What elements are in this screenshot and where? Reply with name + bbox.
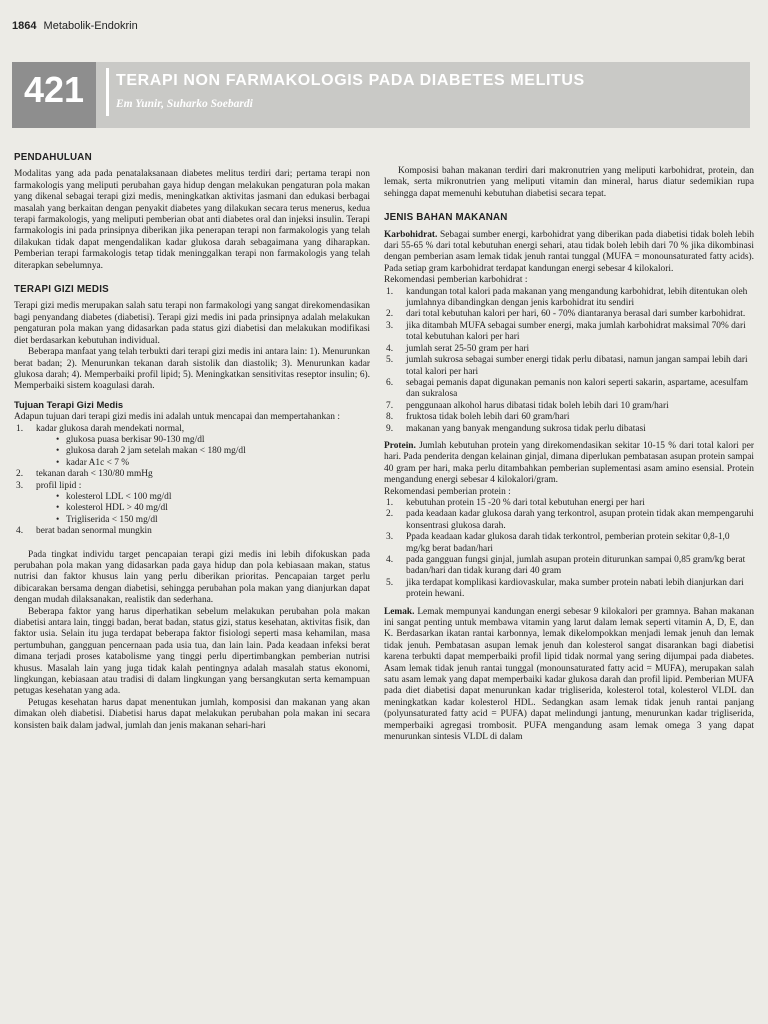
goal-number: 4. <box>16 526 24 537</box>
banner-divider <box>106 68 109 116</box>
karbohidrat-rec-text: jumlah serat 25-50 gram per hari <box>406 343 530 354</box>
running-head-section: Metabolik-Endokrin <box>43 20 138 32</box>
karbohidrat-rec-text: penggunaan alkohol harus dibatasi tidak boleh lebih dari 10 gram/hari <box>406 400 669 411</box>
karbohidrat-rec-text: makanan yang banyak mengandung sukrosa tidak perlu dibatasi <box>406 423 646 434</box>
section-heading-terapi-gizi-medis: TERAPI GIZI MEDIS <box>14 284 109 296</box>
subheading-tujuan: Tujuan Terapi Gizi Medis <box>14 398 124 410</box>
goal-number: 1. <box>16 423 24 434</box>
tgm-paragraph-2: Beberapa manfaat yang telah terbukti dari terapi gizi medis ini antara lain: 1). Menurunkan berat badan; 2). Menurunkan tekanan darah sistolik dan diastolik; 3). Menurunkan kadar glukosa darah; 4). Memperbaiki profil lipid; 5). Meningkatkan sensitivitas reseptor insulin; 6). Memperbaiki sistem koagulasi darah. <box>14 347 370 392</box>
section-heading-pendahuluan: PENDAHULUAN <box>14 152 92 163</box>
goal-sublist <box>36 492 370 526</box>
chapter-authors: Em Yunir, Suharko Soebardi <box>116 98 253 110</box>
paragraph-petugas: Petugas kesehatan harus dapat menentukan jumlah, komposisi dan makanan yang akan dimakan oleh diabetisi. Diabetisi harus dapat melakukan perubahan pola makan ini secara konsisten baik dalam jadwal, jumlah dan jenis makanan sehari-hari <box>14 697 370 731</box>
paragraph-target: Pada tingkat individu target pencapaian terapi gizi medis ini lebih difokuskan pada perubahan pola makan yang didasarkan pada gaya hidup dan pola kebiasaan makan, status nutrisi dan faktor khusus lain yang perlu diberikan prioritas. Pencapaian target perlu dibicarakan bersama dengan diabetisi, sehingga perubahan pola makan yang dianjurkan dapat dengan mudah dilaksanakan, realistik dan sederhana. <box>14 549 370 606</box>
protein-rec-item <box>384 498 754 509</box>
goal-item <box>14 469 370 480</box>
lemak-paragraph <box>384 607 754 744</box>
chapter-title: TERAPI NON FARMAKOLOGIS PADA DIABETES MELITUS <box>116 72 585 89</box>
chapter-banner <box>12 62 750 128</box>
goal-bullet: • kolesterol HDL > 40 mg/dl <box>36 503 370 514</box>
goal-bullet: • Trigliserida < 150 mg/dl <box>36 515 370 526</box>
tgm-paragraph-1: Terapi gizi medis merupakan salah satu terapi non farmakologi yang sangat direkomendasikan bagi penyandang diabetes (diabetisi). Terapi gizi medis ini pada prinsipnya adalah melakukan pengaturan pola makan yang didasarkan pada status gizi diabetisi dan melakukan modifikasi diet berdasarkan kebutuhan individual. <box>14 301 370 346</box>
protein-rec-text: Ppada keadaan kadar glukosa darah tidak terkontrol, pemberian protein sekitar 0,8-1,0 mg/kg berat badan/hari <box>406 532 730 554</box>
goal-number: 3. <box>16 480 24 491</box>
karbohidrat-rec-item <box>384 309 754 320</box>
goal-bullet: • glukosa puasa berkisar 90-130 mg/dl <box>36 435 370 446</box>
protein-lead: Protein. <box>384 440 416 451</box>
protein-rec-text: pada keadaan kadar glukosa darah yang terkontrol, asupan protein tidak akan mempengaruhi konsentrasi glukosa darah. <box>406 509 754 531</box>
karbohidrat-rec-text: jumlah sukrosa sebagai sumber energi tidak perlu dibatasi, namun jangan sampai lebih dari total kalori per hari <box>406 355 748 377</box>
goals-list <box>14 424 370 538</box>
protein-rec-number: 5. <box>386 577 394 588</box>
karbohidrat-paragraph <box>384 230 754 276</box>
karbohidrat-rec-item <box>384 321 754 344</box>
karbohidrat-rec-number: 6. <box>386 377 394 388</box>
goal-bullet: • glukosa darah 2 jam setelah makan < 180 mg/dl <box>36 446 370 457</box>
protein-rec-item <box>384 509 754 532</box>
karbohidrat-lead: Karbohidrat. <box>384 229 438 240</box>
chapter-number: 421 <box>12 62 96 128</box>
running-head <box>12 20 138 32</box>
karbohidrat-rec-item <box>384 378 754 401</box>
protein-rec-text: pada gangguan fungsi ginjal, jumlah asupan protein diturunkan sampai 0,85 gram/kg berat badan/hari dan tidak kurang dari 40 gram <box>406 555 746 577</box>
tujuan-intro: Adapun tujuan dari terapi gizi medis ini adalah untuk mencapai dan mempertahankan : <box>14 412 340 423</box>
karbohidrat-rec-number: 3. <box>386 320 394 331</box>
page-number: 1864 <box>12 20 37 32</box>
goal-text: profil lipid : <box>36 480 82 491</box>
lemak-lead: Lemak. <box>384 606 415 617</box>
karbohidrat-rec-number: 9. <box>386 423 394 434</box>
karbohidrat-rec-text: kandungan total kalori pada makanan yang mengandung karbohidrat, lebih ditentukan oleh jumlahnya dibandingkan dengan jenis karbohidrat itu sendiri <box>406 286 748 309</box>
goal-item <box>14 481 370 527</box>
karbohidrat-rekomendasi: Rekomendasi pemberian karbohidrat : <box>384 275 528 286</box>
karbohidrat-rec-number: 7. <box>386 400 394 411</box>
paragraph-faktor: Beberapa faktor yang harus diperhatikan sebelum melakukan perubahan pola makan diabetisi antara lain, tinggi badan, berat badan, status gizi, status kesehatan, aktivitas fisik, dan faktor usia. Selain itu juga terdapat beberapa faktor fisiologi seperti masa kehamilan, masa pertumbuhan, gangguan pencernaan pada usia tua, dan lain lain. Pada keadaan infeksi berat dimana terjadi proses katabolisme yang tinggi perlu dipertimbangkan pemberian nutrisi khusus. Masalah lain yang juga tidak kalah pentingnya adalah masalah status ekonomi, lingkungan, kebiasaan atau tradisi di dalam lingkungan yang bersangkutan serta kemampuan petugas kesehatan yang ada. <box>14 606 370 697</box>
protein-rec-number: 1. <box>386 497 394 508</box>
karbohidrat-rec-text: fruktosa tidak boleh lebih dari 60 gram/hari <box>406 412 570 423</box>
protein-rec-item <box>384 578 754 601</box>
lemak-text: Lemak mempunyai kandungan energi sebesar 9 kilokalori per gramnya. Bahan makanan ini sangat penting untuk membawa vitamin yang larut dalam lemak seperti vitamin A, D, E, dan K. Berdasarkan ikatan rantai karbonnya, lemak dikelompokkan menjadi lemak jenuh dan lemak tidak jenuh. Pembatasan asupan lemak jenuh dan kolesterol sangat disarankan bagi diabetisi karena terbukti dapat memperbaiki profil lipid tidak normal yang sering dijumpai pada diabetes. Asam lemak tidak jenuh rantai tunggal (monounsaturated fatty acid = MUFA), merupakan salah satu asam lemak yang dapat memperbaiki kadar glukosa darah dan profil lipid. Pemberian MUFA pada diet diabetisi dapat menurunkan kadar trigliserida, kolesterol total, kolesterol VLDL dan meningkatkan kadar kolesterol HDL. Sedangkan asam lemak tidak jenuh rantai panjang (polyunsaturated fatty acid = PUFA) dapat melindungi jantung, menurunkan kadar trigliserida, memperbaiki agregasi trombosit. PUFA mengandung asam lemak omega 3 yang dapat menurunkan sintesis VLDL di dalam <box>384 606 755 743</box>
karbohidrat-rec-number: 4. <box>386 343 394 354</box>
karbohidrat-rec-item <box>384 412 754 423</box>
protein-rec-text: kebutuhan protein 15 -20 % dari total kebutuhan energi per hari <box>406 497 645 508</box>
goal-number: 2. <box>16 469 24 480</box>
karbohidrat-rec-text: jika ditambah MUFA sebagai sumber energi, maka jumlah karbohidrat maksimal 70% dari total kebutuhan kalori per hari <box>406 320 746 343</box>
karbohidrat-rec-number: 5. <box>386 355 394 366</box>
karbohidrat-rec-item <box>384 344 754 355</box>
protein-rec-text: jika terdapat komplikasi kardiovaskular, maka sumber protein nabati lebih dianjurkan dari protein hewani. <box>406 577 744 600</box>
goal-item <box>14 424 370 470</box>
protein-rec-number: 4. <box>386 555 394 565</box>
protein-rec-item <box>384 555 754 578</box>
goal-bullet: • kadar A1c < 7 % <box>36 458 370 469</box>
section-heading-jenis-bahan-makanan: JENIS BAHAN MAKANAN <box>384 212 508 224</box>
karbohidrat-list <box>384 287 754 435</box>
protein-paragraph <box>384 441 754 487</box>
karbohidrat-rec-number: 1. <box>386 286 394 297</box>
karbohidrat-rec-number: 8. <box>386 412 394 423</box>
protein-rec-number: 2. <box>386 509 394 520</box>
goal-text: berat badan senormal mungkin <box>36 526 152 537</box>
protein-rekomendasi: Rekomendasi pemberian protein : <box>384 486 511 497</box>
karbohidrat-rec-item <box>384 424 754 435</box>
pendahuluan-paragraph: Modalitas yang ada pada penatalaksanaan diabetes melitus terdiri dari; pertama terapi non farmakologis yang meliputi perubahan gaya hidup dengan melakukan pengaturan pola makan yang dikenal sebagai terapi gizi medis, meningkatkan aktivitas jasmani dan edukasi berbagai masalah yang berkaitan dengan penyakit diabetes yang dilakukan secara terus menerus, kedua terapi farmakologis, yang meliputi pemberian obat anti diabetes oral dan injeksi insulin. Terapi farmakologis ini pada prinsipnya diberikan jika penerapan terapi non farmakologis yang telah dilakukan tidak dapat mengendalikan kadar glukosa darah sebagaimana yang diharapkan. Pemberian terapi farmakologis tetap tidak meninggalkan terapi non farmakologis yang telah diterapkan sebelumnya. <box>14 169 370 271</box>
protein-list <box>384 498 754 601</box>
goal-item <box>14 526 370 537</box>
karbohidrat-rec-item <box>384 287 754 310</box>
karbohidrat-rec-number: 2. <box>386 309 394 320</box>
protein-rec-number: 3. <box>386 532 394 543</box>
karbohidrat-rec-item <box>384 401 754 412</box>
karbohidrat-text: Sebagai sumber energi, karbohidrat yang diberikan pada diabetisi tidak boleh lebih dari 55-65 % dari total kebutuhan energi sehari, atau tidak boleh lebih dari 70 % jika dikombinasi dengan pemberian asam lemak tidak jenuh rantai tunggal (MUFA = monounsaturated fatty acids). Pada setiap gram karbohidrat terdapat kandungan energi sebesar 4 kilokalori. <box>384 229 755 274</box>
right-column <box>384 166 754 744</box>
komposisi-paragraph: Komposisi bahan makanan terdiri dari makronutrien yang meliputi karbohidrat, protein, dan lemak, serta mikronutrien yang meliputi vitamin dan mineral, harus diatur sedemikian rupa sehingga dapat memenuhi kebutuhan diabetisi secara tepat. <box>384 166 754 199</box>
protein-rec-item <box>384 532 754 555</box>
karbohidrat-rec-item <box>384 355 754 378</box>
goal-text: tekanan darah < 130/80 mmHg <box>36 469 153 480</box>
goal-sublist <box>36 435 370 469</box>
karbohidrat-rec-text: sebagai pemanis dapat digunakan pemanis non kalori seperti sakarin, aspartame, acesulfam dan sukralosa <box>406 377 749 400</box>
goal-bullet: • kolesterol LDL < 100 mg/dl <box>36 492 370 503</box>
karbohidrat-rec-text: dari total kebutuhan kalori per hari, 60 - 70% diantaranya berasal dari sumber karbohidrat. <box>406 309 746 320</box>
left-column <box>14 152 370 732</box>
goal-text: kadar glukosa darah mendekati normal, <box>36 423 185 434</box>
protein-text: Jumlah kebutuhan protein yang direkomendasikan sekitar 10-15 % dari total kalori per hari. Pada penderita dengan kelainan ginjal, dimana diperlukan pembatasan asupan protein sampai 40 gram per hari, maka perlu ditambahkan pemberian suplementasi asam amino esensial. Protein mengandung energi sebesar 4 kilokalori/gram. <box>384 440 755 486</box>
